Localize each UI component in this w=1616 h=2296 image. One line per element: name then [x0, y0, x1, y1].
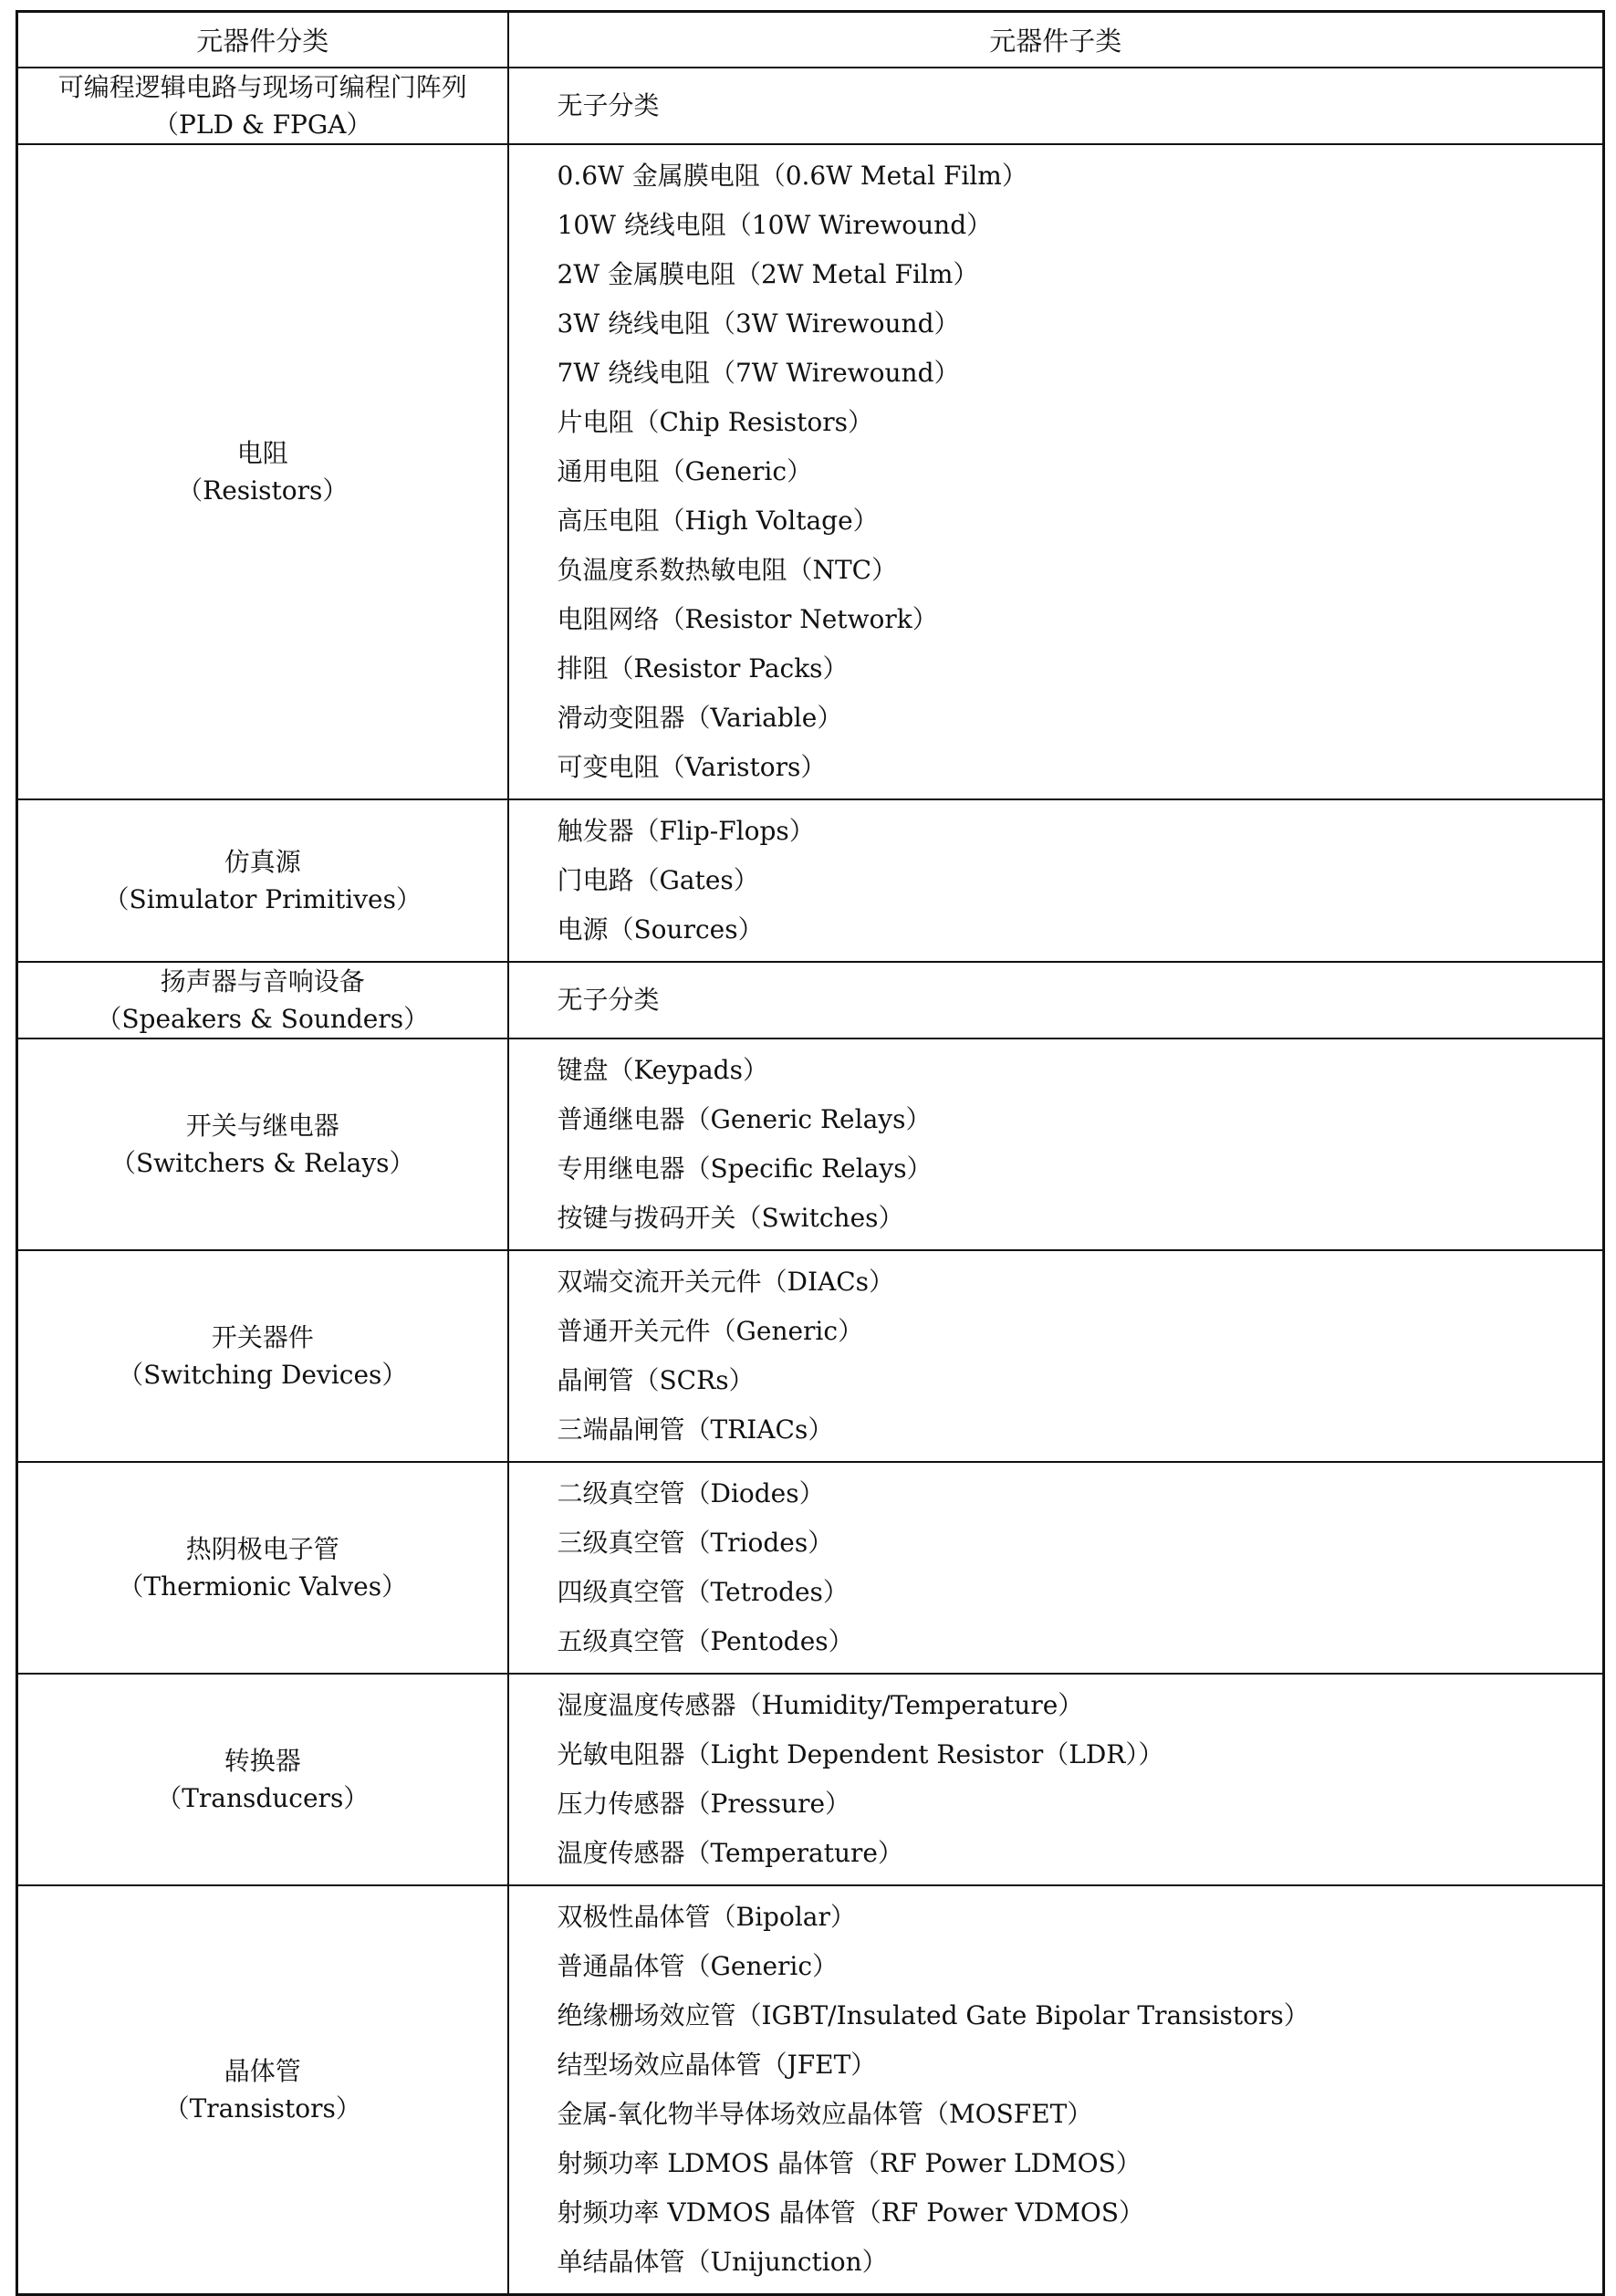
subcategory-item: 2W 金属膜电阻（2W Metal Film）	[557, 259, 979, 289]
subcategory-item: 射频功率 VDMOS 晶体管（RF Power VDMOS）	[557, 2197, 1145, 2228]
header-category: 元器件分类	[17, 12, 508, 68]
category-name-cn: 热阴极电子管	[185, 1534, 339, 1564]
subcategory-item: 湿度温度传感器（Humidity/Temperature）	[557, 1690, 1084, 1720]
category-name-en: （Thermionic Valves）	[118, 1571, 408, 1602]
table-row	[17, 1038, 1604, 1250]
category-name-cn: 仿真源	[224, 847, 301, 877]
category-name-cn: 转换器	[224, 1746, 301, 1776]
category-name-cn: 开关与继电器	[185, 1111, 339, 1141]
category-name-cn: 开关器件	[211, 1322, 314, 1352]
table-row	[17, 1885, 1604, 2295]
category-name-cn: 晶体管	[224, 2056, 301, 2086]
category-cell	[17, 1462, 508, 1674]
subcategory-item: 负温度系数热敏电阻（NTC）	[557, 555, 898, 585]
subcategory-item: 三端晶闸管（TRIACs）	[557, 1414, 834, 1445]
category-name-en: （Switching Devices）	[118, 1360, 408, 1390]
subcategory-item: 射频功率 LDMOS 晶体管（RF Power LDMOS）	[557, 2148, 1142, 2178]
table-row	[17, 962, 1604, 1038]
subcategory-cell	[508, 962, 1604, 1038]
subcategory-item: 光敏电阻器（Light Dependent Resistor（LDR））	[557, 1739, 1164, 1769]
subcategory-item: 普通晶体管（Generic）	[557, 1951, 839, 1981]
subcategory-item: 三级真空管（Triodes）	[557, 1528, 834, 1558]
subcategory-item: 四级真空管（Tetrodes）	[557, 1577, 849, 1607]
category-name-cn: 扬声器与音响设备	[160, 966, 365, 997]
subcategory-item: 双极性晶体管（Bipolar）	[557, 1902, 856, 1932]
table-body	[17, 68, 1604, 2295]
subcategory-item: 排阻（Resistor Packs）	[557, 653, 849, 684]
subcategory-cell	[508, 1250, 1604, 1462]
subcategory-item: 通用电阻（Generic）	[557, 456, 813, 486]
subcategory-item: 电源（Sources）	[557, 914, 764, 944]
subcategory-item: 无子分类	[557, 90, 660, 120]
category-name-en: （Speakers & Sounders）	[96, 1004, 430, 1034]
subcategory-item: 0.6W 金属膜电阻（0.6W Metal Film）	[557, 161, 1027, 191]
category-cell	[17, 1250, 508, 1462]
subcategory-item: 二级真空管（Diodes）	[557, 1478, 825, 1508]
subcategory-item: 电阻网络（Resistor Network）	[557, 604, 938, 634]
table-row	[17, 144, 1604, 799]
table-row	[17, 68, 1604, 144]
table-row	[17, 799, 1604, 962]
category-name-en: （Simulator Primitives）	[103, 884, 422, 914]
subcategory-item: 按键与拨码开关（Switches）	[557, 1203, 904, 1233]
category-name-cn: 可编程逻辑电路与现场可编程门阵列	[57, 72, 467, 102]
subcategory-item: 普通继电器（Generic Relays）	[557, 1104, 932, 1134]
subcategory-item: 触发器（Flip-Flops）	[557, 816, 815, 846]
subcategory-item: 片电阻（Chip Resistors）	[557, 407, 873, 437]
category-name-en: （Resistors）	[177, 475, 349, 506]
subcategory-item: 无子分类	[557, 985, 660, 1015]
table-row	[17, 1462, 1604, 1674]
subcategory-item: 普通开关元件（Generic）	[557, 1316, 864, 1346]
table-row	[17, 1674, 1604, 1885]
category-name-en: （Transistors）	[163, 2093, 361, 2124]
category-cell	[17, 1038, 508, 1250]
subcategory-cell	[508, 1038, 1604, 1250]
subcategory-cell	[508, 1674, 1604, 1885]
subcategory-item: 双端交流开关元件（DIACs）	[557, 1267, 895, 1297]
subcategory-item: 专用继电器（Specific Relays）	[557, 1153, 933, 1184]
subcategory-item: 3W 绕线电阻（3W Wirewound）	[557, 308, 960, 339]
subcategory-cell	[508, 1462, 1604, 1674]
subcategory-cell	[508, 68, 1604, 144]
subcategory-item: 晶闸管（SCRs）	[557, 1365, 755, 1395]
subcategory-item: 温度传感器（Temperature）	[557, 1838, 903, 1868]
subcategory-item: 五级真空管（Pentodes）	[557, 1626, 854, 1656]
subcategory-item: 绝缘栅场效应管（IGBT/Insulated Gate Bipolar Transistors）	[557, 2000, 1309, 2030]
category-name-en: （Transducers）	[156, 1783, 370, 1813]
subcategory-item: 高压电阻（High Voltage）	[557, 506, 879, 536]
subcategory-item: 门电路（Gates）	[557, 865, 759, 895]
category-cell	[17, 1674, 508, 1885]
category-cell	[17, 799, 508, 962]
subcategory-cell	[508, 799, 1604, 962]
subcategory-item: 可变电阻（Varistors）	[557, 752, 827, 782]
category-name-en: （PLD & FPGA）	[153, 110, 372, 140]
component-table	[16, 10, 1605, 2296]
subcategory-item: 金属-氧化物半导体场效应晶体管（MOSFET）	[557, 2099, 1093, 2129]
subcategory-item: 滑动变阻器（Variable）	[557, 703, 843, 733]
subcategory-cell	[508, 1885, 1604, 2295]
category-cell	[17, 962, 508, 1038]
subcategory-item: 10W 绕线电阻（10W Wirewound）	[557, 210, 993, 240]
header-row	[17, 12, 1604, 68]
category-name-cn: 电阻	[236, 438, 288, 468]
subcategory-item: 键盘（Keypads）	[557, 1055, 768, 1085]
category-cell	[17, 144, 508, 799]
category-cell	[17, 1885, 508, 2295]
category-cell	[17, 68, 508, 144]
subcategory-cell	[508, 144, 1604, 799]
subcategory-item: 压力传感器（Pressure）	[557, 1789, 851, 1819]
subcategory-item: 单结晶体管（Unijunction）	[557, 2247, 888, 2277]
table-row	[17, 1250, 1604, 1462]
subcategory-item: 结型场效应晶体管（JFET）	[557, 2050, 877, 2080]
subcategory-item: 7W 绕线电阻（7W Wirewound）	[557, 358, 960, 388]
category-name-en: （Switchers & Relays）	[109, 1148, 415, 1178]
header-subcategory: 元器件子类	[508, 12, 1604, 68]
